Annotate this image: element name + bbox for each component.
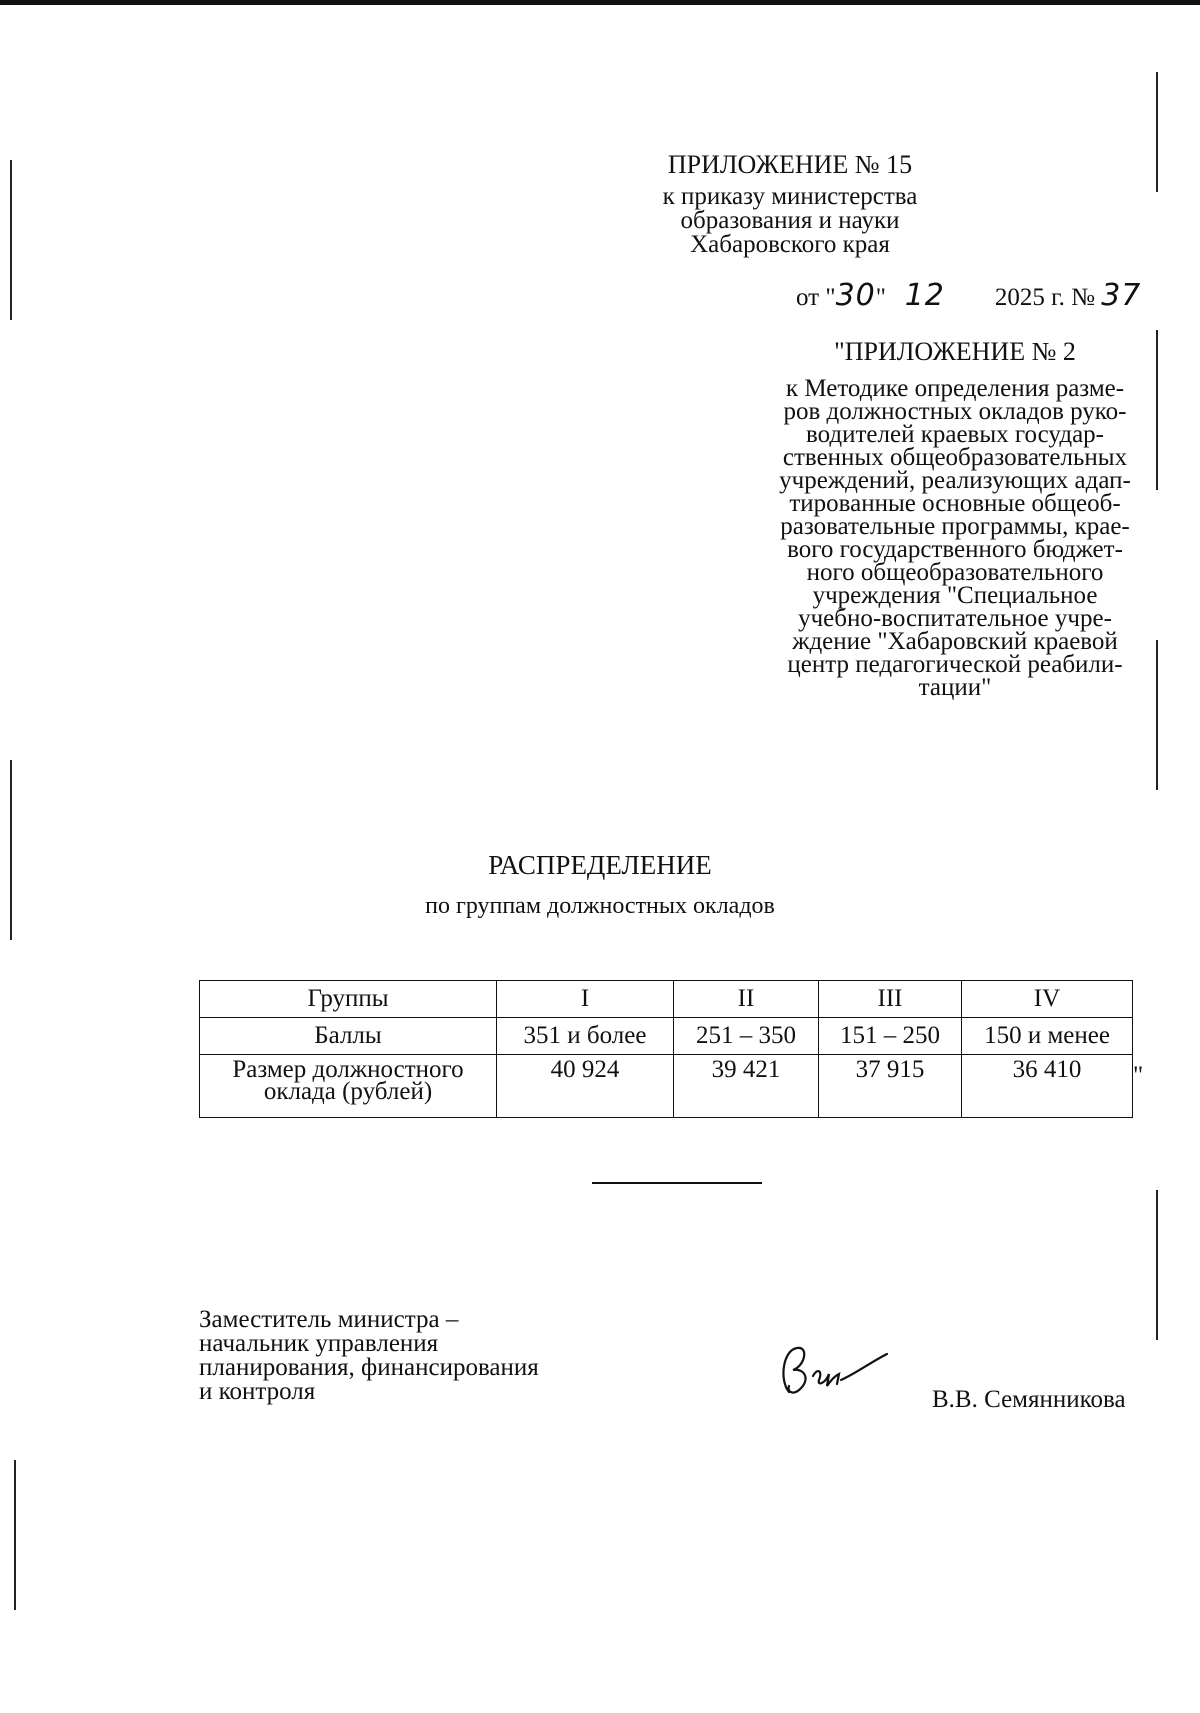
- table-header-cell: I: [497, 981, 674, 1018]
- table-row: [200, 1018, 1133, 1055]
- document-subtitle: по группам должностных окладов: [425, 893, 775, 919]
- scan-mark: [14, 1460, 16, 1610]
- scan-mark: [1156, 640, 1158, 790]
- handwritten-month: 12: [904, 278, 945, 313]
- annex-2-line: разовательные программы, крае-: [780, 513, 1130, 540]
- signatory-name: В.В. Семянникова: [932, 1386, 1126, 1413]
- annex-2-line: тированные основные общеоб-: [789, 490, 1121, 517]
- annex-2-line: центр педагогической реабили-: [787, 651, 1123, 678]
- table-cell: 351 и более: [497, 1018, 674, 1055]
- annex-2-line: водителей краевых государ-: [805, 421, 1104, 448]
- annex-2-line: ственных общеобразовательных: [782, 444, 1128, 471]
- closing-quote: ": [1133, 1062, 1144, 1089]
- annex-2-line: учреждений, реализующих адап-: [779, 467, 1131, 494]
- table-header-cell: Группы: [200, 981, 497, 1018]
- signatory-line: Заместитель министра –: [199, 1306, 459, 1333]
- salary-label-line: Размер должностного: [232, 1056, 464, 1083]
- annex-15-line: образования и науки: [680, 207, 900, 234]
- table-row: [200, 1055, 1133, 1118]
- annex-15-title: ПРИЛОЖЕНИЕ № 15: [667, 150, 913, 179]
- table-header-cell: III: [819, 981, 962, 1018]
- signatory-line: начальник управления: [199, 1330, 439, 1357]
- document-title: РАСПРЕДЕЛЕНИЕ: [488, 850, 712, 880]
- signatory-position: [199, 1308, 539, 1404]
- annex-2-line: ждение "Хабаровский краевой: [792, 628, 1118, 655]
- annex-2-block: [760, 337, 1150, 701]
- handwritten-order-number: 37: [1101, 278, 1142, 313]
- table-cell: 36 410: [962, 1055, 1133, 1118]
- order-date-line: [796, 278, 1141, 313]
- scan-top-border: [0, 0, 1200, 5]
- annex-15-line: Хабаровского края: [690, 231, 890, 258]
- table-cell: 37 915: [819, 1055, 962, 1118]
- date-prefix: от ": [796, 284, 836, 311]
- annex-2-line: ров должностных окладов руко-: [783, 398, 1127, 425]
- signatory-line: и контроля: [199, 1378, 316, 1405]
- annex-2-line: учреждения "Специальное: [812, 582, 1098, 609]
- scan-mark: [10, 160, 12, 320]
- annex-2-line: ного общеобразовательного: [806, 559, 1104, 586]
- annex-15-line: к приказу министерства: [662, 183, 918, 210]
- handwritten-signature: [775, 1340, 895, 1400]
- table-cell: 151 – 250: [819, 1018, 962, 1055]
- annex-2-line: к Методике определения разме-: [785, 375, 1125, 402]
- separator-line: [592, 1182, 762, 1184]
- table-cell-salary-label: [200, 1055, 497, 1118]
- annex-15-block: [510, 150, 1070, 258]
- signatory-line: планирования, финансирования: [199, 1354, 539, 1381]
- table-cell: 251 – 350: [674, 1018, 819, 1055]
- scan-mark: [1156, 330, 1158, 490]
- table-cell: 40 924: [497, 1055, 674, 1118]
- scan-mark: [1156, 1190, 1158, 1340]
- table-header-row: [200, 981, 1133, 1018]
- table-header-cell: II: [674, 981, 819, 1018]
- salary-label-line: оклада (рублей): [263, 1078, 433, 1105]
- handwritten-day: 30: [835, 278, 876, 313]
- table-cell: 39 421: [674, 1055, 819, 1118]
- annex-2-line: учебно-воспитательное учре-: [798, 605, 1112, 632]
- date-year: 2025 г. №: [994, 284, 1095, 311]
- table-header-cell: IV: [962, 981, 1133, 1018]
- salary-groups-table: [199, 980, 1133, 1118]
- table-cell: Баллы: [200, 1018, 497, 1055]
- table-cell: 150 и менее: [962, 1018, 1133, 1055]
- annex-2-line: вого государственного бюджет-: [787, 536, 1123, 563]
- scan-mark: [1156, 72, 1158, 192]
- annex-2-line: тации": [918, 674, 992, 701]
- annex-2-title: "ПРИЛОЖЕНИЕ № 2: [834, 337, 1076, 366]
- date-quote: ": [875, 284, 886, 311]
